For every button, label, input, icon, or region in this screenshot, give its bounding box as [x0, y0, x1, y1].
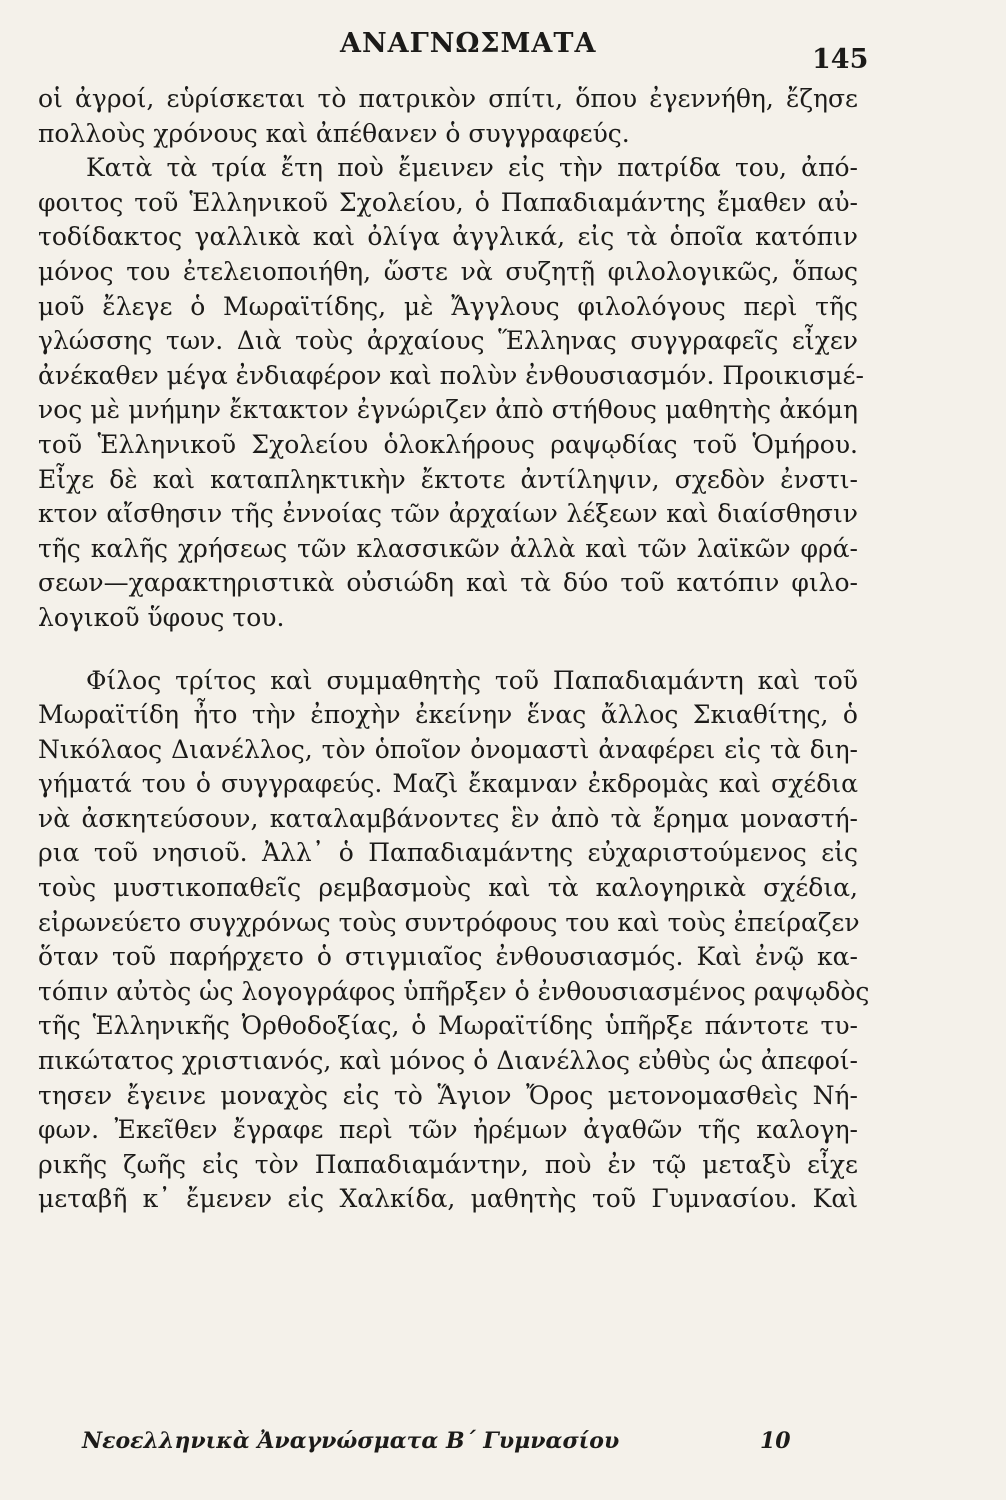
running-title: ΑΝΑΓΝΩΣΜΑΤΑ — [340, 28, 597, 59]
text-line: ρια τοῦ νησιοῦ. Ἀλλ᾽ ὁ Παπαδιαμάντης εὐχαριστούμενος εἰς — [38, 838, 858, 868]
text-line: γλώσσης των. Διὰ τοὺς ἀρχαίους Ἕλληνας συγγραφεῖς εἶχεν — [38, 326, 858, 356]
text-line: ρικῆς ζωῆς εἰς τὸν Παπαδιαμάντην, ποὺ ἐν τῷ μεταξὺ εἶχε — [38, 1149, 858, 1179]
text-line: Κατὰ τὰ τρία ἔτη ποὺ ἔμεινεν εἰς τὴν πατρίδα του, ἀπό- — [86, 153, 858, 183]
text-line: νος μὲ μνήμην ἔκτακτον ἐγνώριζεν ἀπὸ στήθους μαθητὴς ἀκόμη — [38, 395, 858, 425]
text-line: τοδίδακτος γαλλικὰ καὶ ὀλίγα ἀγγλικά, εἰς τὰ ὁποῖα κατόπιν — [38, 222, 858, 252]
text-line: πολλοὺς χρόνους καὶ ἀπέθανεν ὁ συγγραφεύς. — [38, 118, 630, 148]
body-text — [38, 82, 870, 1217]
text-line: φων. Ἐκεῖθεν ἔγραφε περὶ τῶν ἠρέμων ἀγαθῶν τῆς καλογη- — [38, 1115, 858, 1145]
text-line: οἱ ἀγροί, εὑρίσκεται τὸ πατρικὸν σπίτι, ὅπου ἐγεννήθη, ἔζησε — [38, 84, 858, 113]
page-number: 145 — [812, 44, 869, 75]
text-line: τῆς Ἑλληνικῆς Ὀρθοδοξίας, ὁ Μωραϊτίδης ὑπῆρξε πάντοτε τυ- — [38, 1011, 858, 1041]
text-line: κτον αἴσθησιν τῆς ἐννοίας τῶν ἀρχαίων λέξεων καὶ διαίσθησιν — [38, 499, 858, 529]
text-line: ὅταν τοῦ παρήρχετο ὁ στιγμιαῖος ἐνθουσιασμός. Καὶ ἐνῷ κα- — [38, 942, 858, 972]
text-line: σεων—χαρακτηριστικὰ οὐσιώδη καὶ τὰ δύο τοῦ κατόπιν φιλο- — [38, 568, 858, 598]
running-head — [0, 22, 1006, 75]
text-line: λογικοῦ ὕφους του. — [38, 602, 285, 632]
paragraph — [38, 82, 858, 151]
page-footer — [0, 1428, 1006, 1468]
text-line: Μωραϊτίδη ἦτο τὴν ἐποχὴν ἐκείνην ἕνας ἄλλος Σκιαθίτης, ὁ — [38, 700, 858, 730]
text-line: μόνος του ἐτελειοποιήθη, ὥστε νὰ συζητῇ φιλολογικῶς, ὅπως — [38, 256, 858, 286]
text-line: Εἶχε δὲ καὶ καταπληκτικὴν ἔκτοτε ἀντίληψιν, σχεδὸν ἐνστι- — [38, 464, 858, 494]
text-line: τοὺς μυστικοπαθεῖς ρεμβασμοὺς καὶ τὰ καλογηρικὰ σχέδια, — [38, 873, 858, 903]
paragraph-gap — [38, 636, 858, 664]
text-line: μεταβῆ κ᾽ ἔμενεν εἰς Χαλκίδα, μαθητὴς τοῦ Γυμνασίου. Καὶ — [38, 1184, 858, 1214]
text-line: Φίλος τρίτος καὶ συμμαθητὴς τοῦ Παπαδιαμάντη καὶ τοῦ — [86, 665, 858, 695]
text-line: εἰρωνεύετο συγχρόνως τοὺς συντρόφους του καὶ τοὺς ἐπείραζεν — [38, 907, 860, 937]
text-line: τῆς καλῆς χρήσεως τῶν κλασσικῶν ἀλλὰ καὶ τῶν λαϊκῶν φρά- — [38, 533, 858, 563]
text-line: γήματά του ὁ συγγραφεύς. Μαζὶ ἔκαμναν ἐκδρομὰς καὶ σχέδια — [38, 769, 858, 799]
paragraph — [38, 664, 870, 1218]
text-line: πικώτατος χριστιανός, καὶ μόνος ὁ Διανέλλος εὐθὺς ὡς ἀπεφοί- — [38, 1046, 858, 1076]
footer-book-title: Νεοελληνικὰ Ἀναγνώσματα Β΄ Γυμνασίου — [82, 1428, 620, 1454]
text-line: μοῦ ἔλεγε ὁ Μωραϊτίδης, μὲ Ἄγγλους φιλολόγους περὶ τῆς — [38, 291, 858, 321]
text-line: τοῦ Ἑλληνικοῦ Σχολείου ὁλοκλήρους ραψῳδίας τοῦ Ὁμήρου. — [38, 429, 858, 459]
text-line: φοιτος τοῦ Ἑλληνικοῦ Σχολείου, ὁ Παπαδιαμάντης ἔμαθεν αὐ- — [38, 187, 858, 217]
text-line: Νικόλαος Διανέλλος, τὸν ὁποῖον ὀνομαστὶ ἀναφέρει εἰς τὰ διη- — [38, 734, 858, 764]
paragraph — [38, 151, 864, 635]
text-line: νὰ ἀσκητεύσουν, καταλαμβάνοντες ἓν ἀπὸ τὰ ἔρημα μοναστή- — [38, 803, 858, 833]
signature-number: 10 — [760, 1428, 791, 1454]
text-line: τησεν ἔγεινε μοναχὸς εἰς τὸ Ἅγιον Ὄρος μετονομασθεὶς Νή- — [38, 1080, 858, 1110]
text-line: ἀνέκαθεν μέγα ἐνδιαφέρον καὶ πολὺν ἐνθουσιασμόν. Προικισμέ- — [38, 360, 864, 390]
text-line: τόπιν αὐτὸς ὡς λογογράφος ὑπῆρξεν ὁ ἐνθουσιασμένος ραψῳδὸς — [38, 976, 870, 1006]
